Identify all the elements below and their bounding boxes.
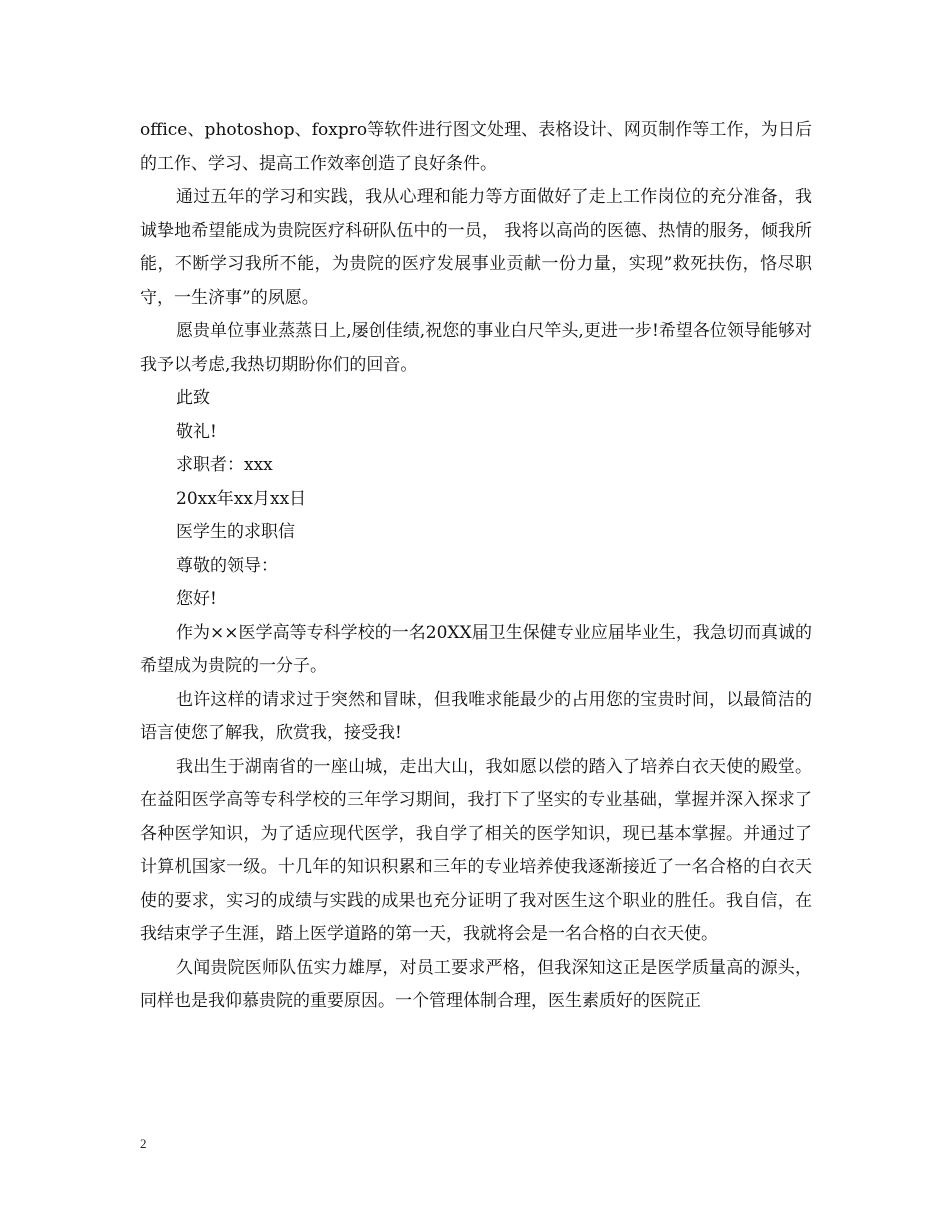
paragraph-background: 我出生于湖南省的一座山城，走出大山，我如愿以偿的踏入了培养白衣天使的殿堂。在益阳医学高等专科学校的三年学习期间，我打下了坚实的专业基础，掌握并深入探求了各种医学知识，为了适应现代医学，我自学了相关的医学知识，现已基本掌握。并通过了计算机国家一级。十几年的知识积累和三年的专业培养使我逐渐接近了一名合格的白衣天使的要求，实习的成绩与实践的成果也充分证明了我对医生这个职业的胜任。我自信，在我结束学子生涯，踏上医学道路的第一天，我就将会是一名合格的白衣天使。 xyxy=(140,756,812,944)
greeting-hello: 您好! xyxy=(176,589,217,609)
applicant-signature: 求职者：xxx xyxy=(176,455,273,475)
page-number: 2 xyxy=(140,1136,147,1151)
closing-salutation: 此致 xyxy=(176,388,210,408)
paragraph-software-skills: office、photoshop、foxpro等软件进行图文处理、表格设计、网页制作等工作，为日后的工作、学习、提高工作效率创造了良好条件。 xyxy=(140,120,812,174)
paragraph-introduction: 作为××医学高等专科学校的一名20XX届卫生保健专业应届毕业生，我急切而真诚的希望成为贵院的一分子。 xyxy=(140,622,812,676)
paragraph-request: 也许这样的请求过于突然和冒昧，但我唯求能最少的占用您的宝贵时间，以最简洁的语言使您了解我，欣赏我，接受我! xyxy=(140,689,812,743)
letter-body xyxy=(140,114,812,1019)
paragraph-preparation: 通过五年的学习和实践，我从心理和能力等方面做好了走上工作岗位的充分准备，我诚挚地希望能成为贵院医疗科研队伍中的一员， 我将以高尚的医德、热情的服务，倾我所能，不断学习我所不能，为贵院的医疗发展事业贡献一份力量，实现”救死扶伤，恪尽职守，一生济事”的夙愿。 xyxy=(140,187,812,308)
greeting-recipient: 尊敬的领导： xyxy=(176,555,278,576)
paragraph-wishes: 愿贵单位事业蒸蒸日上,屡创佳绩,祝您的事业白尺竿头,更进一步!希望各位领导能够对我予以考虑,我热切期盼你们的回音。 xyxy=(140,321,812,375)
letter-date: 20xx年xx月xx日 xyxy=(176,488,307,509)
closing-regards: 敬礼! xyxy=(176,421,217,442)
paragraph-hospital-reputation: 久闻贵院医师队伍实力雄厚，对员工要求严格，但我深知这正是医学质量高的源头，同样也是我仰慕贵院的重要原因。一个管理体制合理，医生素质好的医院正 xyxy=(140,957,812,1011)
section-title: 医学生的求职信 xyxy=(176,522,295,542)
